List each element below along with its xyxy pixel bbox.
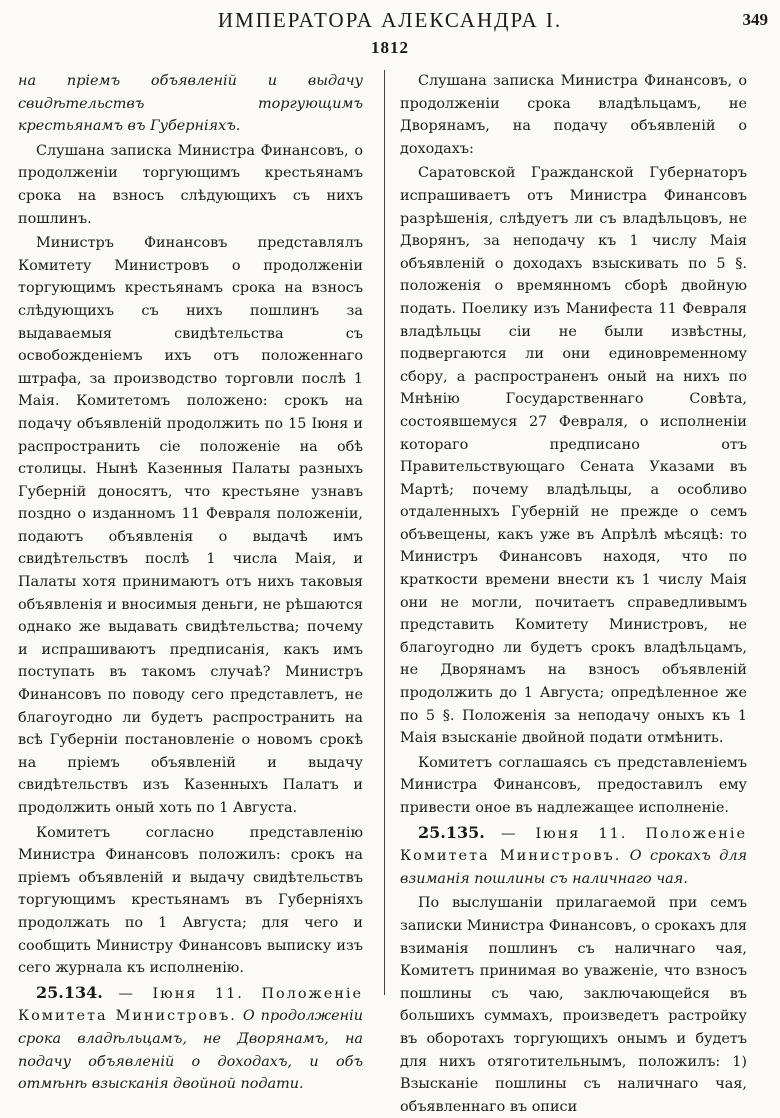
- running-head: ИМПЕРАТОРА АЛЕКСАНДРА I.: [217, 8, 563, 32]
- article-heading: [18, 982, 363, 1096]
- paragraph: Комитетъ согласно представленію Министра Финансовъ положилъ: срокъ на пріемъ объявленій и выдачу свидѣтельствъ торгующимъ крестьянамъ въ Губерніяхъ продолжать по 1 Августа; для чего и сообщить Министру Финансовъ выписку изъ сего журнала къ исполненію.: [18, 824, 363, 977]
- left-column: [18, 70, 363, 1096]
- paragraph: Слушана записка Министра Финансовъ, о продолженіи торгующимъ крестьянамъ срока на взносъ слѣдующихъ съ нихъ пошлинъ.: [18, 142, 363, 227]
- article-title: О продолженіи срока владѣльцамъ, не Дворянамъ, на подачу объявленій о доходахъ, и объ отмѣнѣ взысканія двойной подати.: [18, 1008, 363, 1093]
- article-number: 25.135.: [418, 822, 485, 842]
- paragraph: на пріемъ объявленій и выдачу свидѣтельствъ торгующимъ крестьянамъ въ Губерніяхъ.: [18, 73, 363, 135]
- paragraph: Слушана записка Министра Финансовъ, о продолженіи срока владѣльцамъ, не Дворянамъ, на подачу объявленій о доходахъ:: [400, 73, 747, 157]
- column-divider: [384, 70, 385, 995]
- right-column: [400, 70, 747, 1118]
- page-number: 349: [742, 10, 768, 29]
- paragraph: Комитетъ соглашаясь съ представленіемъ Министра Финансовъ, предоставилъ ему привести оное въ надлежащее исполненіе.: [400, 754, 747, 816]
- article-date: — Іюня 11. Положеніе Комитета Министровъ.: [400, 825, 747, 865]
- page-header: [0, 8, 780, 32]
- article-heading: [400, 822, 747, 891]
- article-number: 25.134.: [36, 982, 103, 1002]
- paragraph: По выслушаніи прилагаемой при семъ записки Министра Финансовъ, о срокахъ для взиманія пошлинъ съ наличнаго чая, Комитетъ принимая во уваженіе, что взносъ пошлины съ чаю, заключающейся въ большихъ суммахъ, произведетъ растройку въ оборотахъ торгующихъ онымъ и будетъ для нихъ отяготительнымъ, положилъ: 1) Взысканіе пошлины съ наличнаго чая, объявленнаго въ описи: [400, 895, 747, 1115]
- paragraph: Саратовской Гражданской Губернаторъ испрашиваетъ отъ Министра Финансовъ разрѣшенія, слѣдуетъ ли съ владѣльцовъ, не Дворянъ, за неподачу къ 1 числу Маія объявленій о доходахъ взыскивать по 5 §. положенія о времянномъ сборѣ двойную подать. Поелику изъ Манифеста 11 Февраля владѣльцы сіи не были извѣстны, подвергаются ли они единовременному сбору, а распространенъ оный на нихъ по Мнѣнію Государственнаго Совѣта, состоявшемуся 27 Февраля, о исполненіи котораго предписано отъ Правительствующаго Сената Указами въ Мартѣ; почему владѣльцы, а особливо отдаленныхъ Губерній не прежде о семъ объвещены, какъ уже въ Апрѣлѣ мѣсяцѣ: то Министръ Финансовъ находя, что по краткости времени внести къ 1 числу Маія они не могли, почитаетъ справедливымъ представить Комитету Министровъ, не благоугодно ли будетъ срокъ владѣльцамъ, не Дворянамъ на взносъ объявленій продолжить до 1 Августа; опредѣленное же по 5 §. Положенія за неподачу оныхъ къ 1 Маія взысканіе двойной подати отмѣнить.: [400, 165, 747, 747]
- paragraph: Министръ Финансовъ представлялъ Комитету Министровъ о продолженіи торгующимъ крестьянамъ срока на взносъ слѣдующихъ съ нихъ пошлинъ за выдаваемыя свидѣтельства съ освобожденіемъ ихъ отъ положеннаго штрафа, за производство торговли послѣ 1 Маія. Комитетомъ положено: срокъ на подачу объявленій продолжить по 15 Іюня и распространить сіе положеніе на обѣ столицы. Нынѣ Казенныя Палаты разныхъ Губерній доносятъ, что крестьяне узнавъ поздно о изданномъ 11 Февраля положеніи, подаютъ объявленія о выдачѣ имъ свидѣтельствъ послѣ 1 числа Маія, и Палаты хотя принимаютъ отъ нихъ таковыя объявленія и вносимыя деньги, не рѣшаются однако же выдавать свидѣтельства; почему и испрашиваютъ предписанія, какъ имъ поступать въ такомъ случаѣ? Министръ Финансовъ по поводу сего представлетъ, не благоугодно ли будетъ распространить на всѣ Губерніи постановленіе о новомъ срокѣ на пріемъ объявленій и выдачу свидѣтельствъ изъ Казенныхъ Палатъ и продолжить оный хоть по 1 Августа.: [18, 235, 363, 816]
- article-title: О срокахъ для взиманія пошлины съ наличнаго чая.: [400, 848, 748, 887]
- year-heading: 1812: [371, 38, 409, 57]
- article-date: — Іюня 11. Положеніе Комитета Министровъ.: [18, 985, 363, 1025]
